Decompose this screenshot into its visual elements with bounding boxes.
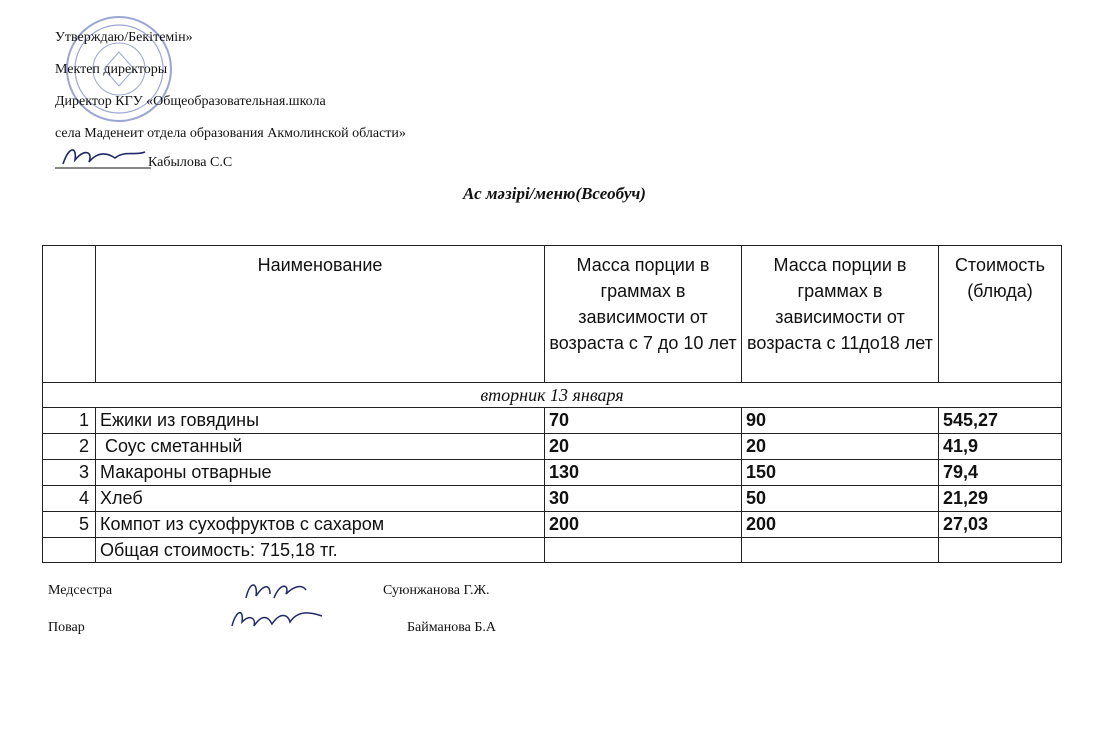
dish-cost: 41,9 bbox=[939, 434, 1062, 460]
mass-11-18: 90 bbox=[742, 408, 939, 434]
cook-signature-icon bbox=[228, 604, 328, 634]
mass-11-18: 20 bbox=[742, 434, 939, 460]
director-title-kz: Мектеп директоры bbox=[55, 62, 168, 77]
dish-cost: 79,4 bbox=[939, 460, 1062, 486]
row-number: 1 bbox=[43, 408, 96, 434]
dish-cost: 545,27 bbox=[939, 408, 1062, 434]
day-label: вторник 13 января bbox=[43, 383, 1062, 408]
table-row bbox=[43, 512, 1062, 538]
director-signature-icon bbox=[55, 142, 155, 172]
day-row bbox=[43, 383, 1062, 408]
mass-7-10: 30 bbox=[545, 486, 742, 512]
table-row bbox=[43, 434, 1062, 460]
table-header-row bbox=[43, 246, 1062, 383]
row-number: 2 bbox=[43, 434, 96, 460]
dish-name: Макароны отварные bbox=[96, 460, 545, 486]
nurse-role: Медсестра bbox=[48, 583, 113, 598]
total-empty-num bbox=[43, 538, 96, 563]
table-row bbox=[43, 486, 1062, 512]
header-mass-7-10: Масса порции в граммах в зависимости от возраста с 7 до 10 лет bbox=[545, 246, 742, 383]
table-row bbox=[43, 408, 1062, 434]
row-number: 4 bbox=[43, 486, 96, 512]
total-empty-m1 bbox=[545, 538, 742, 563]
dish-name: Ежики из говядины bbox=[96, 408, 545, 434]
director-name: Кабылова С.С bbox=[148, 155, 233, 170]
mass-7-10: 130 bbox=[545, 460, 742, 486]
dish-name: Соус сметанный bbox=[96, 434, 545, 460]
approval-line: Утверждаю/Бекітемін» bbox=[55, 30, 193, 45]
cook-role: Повар bbox=[48, 620, 85, 635]
header-cost: Стоимость (блюда) bbox=[939, 246, 1062, 383]
director-title-ru: Директор КГУ «Общеобразовательная.школа bbox=[55, 94, 326, 109]
nurse-name: Суюнжанова Г.Ж. bbox=[383, 583, 490, 598]
total-row bbox=[43, 538, 1062, 563]
dish-name: Компот из сухофруктов с сахаром bbox=[96, 512, 545, 538]
mass-11-18: 150 bbox=[742, 460, 939, 486]
header-number bbox=[43, 246, 96, 383]
row-number: 5 bbox=[43, 512, 96, 538]
mass-11-18: 50 bbox=[742, 486, 939, 512]
menu-table bbox=[42, 245, 1062, 563]
school-department: села Маденеит отдела образования Акмолинской области» bbox=[55, 126, 406, 141]
cook-name: Байманова Б.А bbox=[407, 620, 497, 635]
table-row bbox=[43, 460, 1062, 486]
page-title: Ас мәзірі/меню(Всеобуч) bbox=[463, 184, 646, 203]
nurse-signature-icon bbox=[240, 578, 310, 604]
mass-11-18: 200 bbox=[742, 512, 939, 538]
mass-7-10: 70 bbox=[545, 408, 742, 434]
dish-name: Хлеб bbox=[96, 486, 545, 512]
row-number: 3 bbox=[43, 460, 96, 486]
total-empty-cost bbox=[939, 538, 1062, 563]
mass-7-10: 200 bbox=[545, 512, 742, 538]
dish-cost: 27,03 bbox=[939, 512, 1062, 538]
total-empty-m2 bbox=[742, 538, 939, 563]
header-mass-11-18: Масса порции в граммах в зависимости от возраста с 11до18 лет bbox=[742, 246, 939, 383]
total-cost: Общая стоимость: 715,18 тг. bbox=[96, 538, 545, 563]
dish-cost: 21,29 bbox=[939, 486, 1062, 512]
mass-7-10: 20 bbox=[545, 434, 742, 460]
header-name: Наименование bbox=[96, 246, 545, 383]
